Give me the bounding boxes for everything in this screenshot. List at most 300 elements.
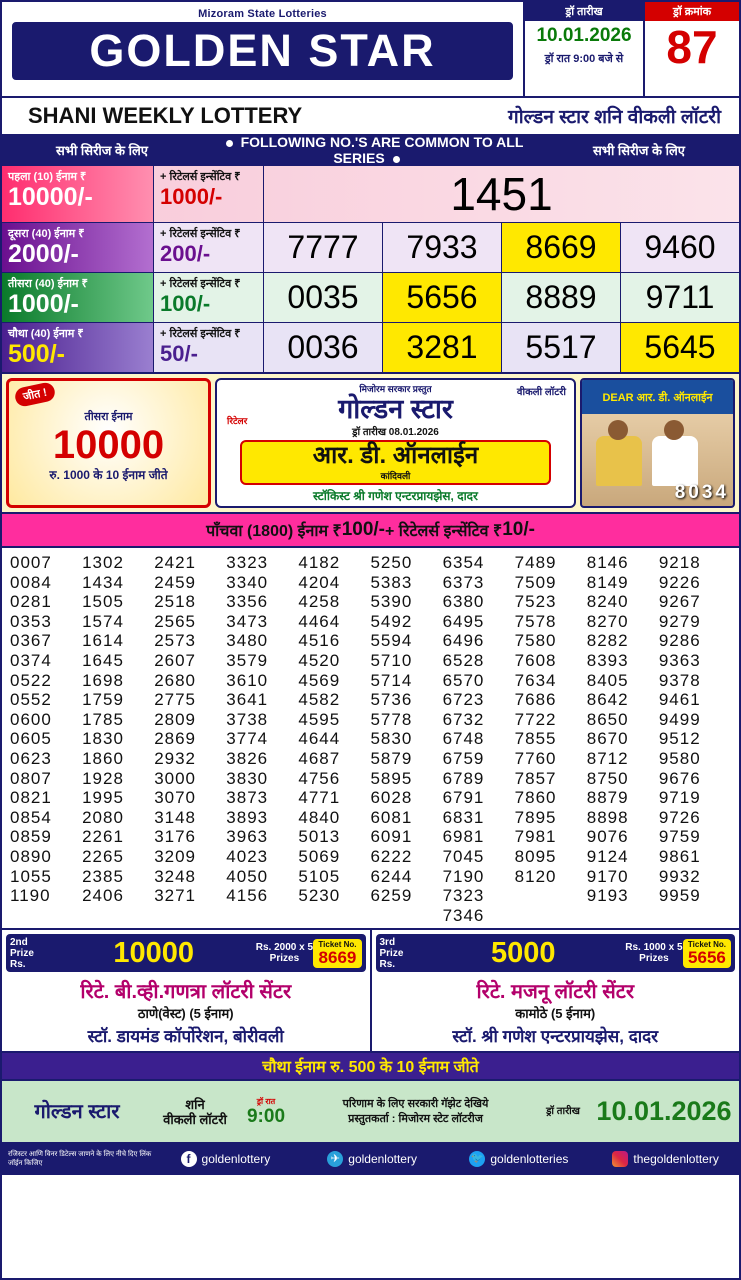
grid-number: 2573 (154, 631, 197, 651)
grid-number: 3610 (226, 670, 269, 690)
grid-number: 2385 (82, 866, 124, 886)
grid-number (298, 906, 370, 926)
grid-number: 1645 (82, 650, 124, 670)
grid-number (659, 906, 731, 926)
grid-number: 8149 (586, 572, 629, 592)
instagram-icon (612, 1151, 628, 1167)
ad-prize-amount: 10000 (52, 423, 165, 467)
incentive-cell (154, 166, 264, 222)
grid-number: 1928 (82, 768, 124, 788)
grid-number: 2775 (154, 690, 197, 710)
grid-number: 9512 (658, 729, 701, 749)
series-note-center-text: FOLLOWING NO.'S ARE COMMON TO ALL SERIES (240, 134, 524, 166)
grid-number: 9378 (658, 670, 701, 690)
grid-number: 5714 (370, 670, 413, 690)
grid-number: 6759 (442, 748, 485, 768)
grid-number: 4516 (298, 631, 341, 651)
grid-number: 7578 (514, 611, 557, 631)
grid-number: 1434 (82, 572, 124, 592)
winner-prize-label: 3rd Prize Rs. (379, 936, 404, 970)
grid-number: 3209 (154, 846, 197, 866)
grid-number: 1055 (10, 866, 52, 886)
winner-location: कामोठे (5 ईनाम) (515, 1006, 596, 1022)
prize-amount: 10000/- (8, 183, 93, 211)
fifth-prize-strip (2, 514, 739, 548)
winning-numbers (264, 223, 739, 272)
grid-number: 3000 (154, 768, 197, 788)
ad-retailer-area: कांदिवली (380, 471, 411, 481)
grid-number: 7523 (514, 592, 557, 612)
winning-numbers (264, 323, 739, 372)
grid-number: 8095 (514, 846, 557, 866)
grid-number: 7580 (514, 631, 557, 651)
grid-number: 4756 (298, 768, 341, 788)
prize-row-first (2, 166, 739, 223)
incentive-label: + रिटेलर्स इन्सेंटिव ₹ (160, 171, 241, 183)
winner-ticket-label: Ticket No. (687, 939, 726, 949)
grid-number: 2518 (154, 592, 197, 612)
grid-number: 6496 (442, 631, 485, 651)
grid-number: 8670 (586, 729, 629, 749)
grid-number: 6723 (442, 690, 485, 710)
grid-number: 1995 (82, 788, 124, 808)
draw-time-value: ड्रॉ रात 9:00 बजे से (544, 53, 624, 65)
grid-number: 0890 (10, 846, 52, 866)
series-note-right (539, 141, 739, 159)
grid-number: 9932 (658, 866, 701, 886)
grid-number: 4050 (226, 866, 269, 886)
grid-number: 9363 (658, 650, 701, 670)
social-handle: thegoldenlottery (633, 1152, 719, 1167)
grid-number: 5105 (298, 866, 341, 886)
incentive-cell (154, 323, 264, 372)
social-handle: goldenlottery (201, 1152, 271, 1167)
telegram-icon: ✈ (327, 1151, 343, 1167)
grid-number: 7634 (514, 670, 557, 690)
grid-number: 8405 (586, 670, 629, 690)
grid-number: 5069 (298, 846, 341, 866)
grid-number: 5383 (370, 572, 413, 592)
grid-number: 6380 (442, 592, 485, 612)
grid-number: 7190 (442, 866, 485, 886)
draw-number-value: 87 (666, 21, 718, 73)
grid-number: 6981 (442, 827, 485, 847)
grid-number: 0552 (10, 690, 52, 710)
grid-number: 9719 (658, 788, 701, 808)
grid-number: 4520 (298, 650, 341, 670)
grid-number: 4582 (298, 690, 341, 710)
grid-number: 1830 (82, 729, 124, 749)
grid-column (515, 553, 587, 925)
grid-number: 6081 (370, 807, 413, 827)
grid-number: 6259 (370, 886, 413, 906)
grid-number: 8642 (586, 690, 629, 710)
grid-number: 6495 (442, 611, 485, 631)
grid-number: 6244 (370, 866, 413, 886)
grid-number: 3323 (226, 553, 269, 572)
grid-number: 8712 (586, 748, 629, 768)
grid-number (515, 906, 587, 926)
winner-box-3rd (372, 930, 740, 1051)
fifth-prize-label: पाँचवा (1800) ईनाम ₹ (206, 523, 342, 540)
grid-number: 9676 (658, 768, 701, 788)
ad-govt-line: मिजोरम सरकार प्रस्तुत (359, 384, 432, 394)
grid-number: 8650 (586, 709, 629, 729)
grid-column (298, 553, 370, 925)
ad-photo (580, 378, 735, 508)
twitter-icon: 🐦 (469, 1151, 485, 1167)
winning-number-highlighted: 8669 (502, 223, 621, 272)
grid-number: 5013 (298, 827, 341, 847)
grid-number: 7981 (514, 827, 557, 847)
winning-number: 7933 (383, 223, 502, 272)
winner-prize-note: Rs. 1000 x 5 Prizes (625, 942, 683, 965)
grid-number: 3340 (226, 572, 269, 592)
grid-number: 5778 (370, 709, 413, 729)
grid-number: 1505 (82, 592, 124, 612)
grid-number: 5594 (370, 631, 413, 651)
grid-column (10, 553, 82, 925)
grid-number: 5250 (370, 553, 413, 572)
prize-label: दूसरा (40) ईनाम ₹ (8, 228, 85, 240)
winning-number: 5517 (502, 323, 621, 372)
winner-prize-note: Rs. 2000 x 5 Prizes (255, 942, 314, 965)
grid-number: 0281 (10, 592, 52, 612)
grid-number: 4182 (298, 553, 341, 572)
prize-amount: 500/- (8, 340, 65, 368)
grid-number: 4687 (298, 748, 341, 768)
grid-number: 9759 (658, 827, 701, 847)
winning-number: 8889 (502, 273, 621, 322)
lottery-name-en: SHANI WEEKLY LOTTERY (28, 103, 303, 128)
grid-number: 2265 (82, 846, 124, 866)
grid-number: 8750 (586, 768, 629, 788)
ad-retailer-name: आर. डी. ऑनलाईन (312, 442, 479, 469)
grid-number: 3271 (154, 886, 197, 906)
footer-brand-text: गोल्डन स्टार (34, 1100, 120, 1123)
grid-number: 4156 (226, 886, 269, 906)
grid-number: 7323 (442, 886, 485, 906)
social-twitter[interactable] (446, 1151, 593, 1167)
winner-ticket (313, 939, 361, 968)
footer-draw-time (238, 1096, 294, 1127)
person-figure (652, 436, 698, 486)
grid-number: 2421 (154, 553, 197, 572)
winning-numbers (264, 273, 739, 322)
grid-number: 9170 (586, 866, 629, 886)
grid-number: 6791 (442, 788, 485, 808)
grid-number: 9193 (586, 886, 629, 906)
grid-number: 0367 (10, 631, 52, 651)
grid-number: 0374 (10, 650, 52, 670)
facebook-icon: f (181, 1151, 197, 1167)
grid-number: 8898 (586, 807, 629, 827)
grid-number: 3579 (226, 650, 269, 670)
grid-number: 2932 (154, 748, 197, 768)
draw-date-label: ड्रॉ तारीख (525, 2, 643, 21)
draw-number-block (643, 2, 739, 96)
grid-number: 1574 (82, 611, 124, 631)
footer-shani: शनि (185, 1096, 205, 1112)
prize-label: चौथा (40) ईनाम ₹ (8, 328, 84, 340)
winner-retailer: रिटे. मजनू लॉटरी सेंटर (476, 981, 635, 1004)
grid-number: 0007 (10, 553, 52, 572)
grid-number: 9461 (658, 690, 701, 710)
person-figure (596, 436, 642, 486)
winner-prize-amount: 10000 (113, 936, 195, 969)
prize-label-cell (2, 323, 154, 372)
grid-number: 9959 (658, 886, 701, 906)
grid-number: 3893 (226, 807, 269, 827)
grid-number: 7686 (514, 690, 557, 710)
grid-number: 1190 (10, 886, 51, 906)
incentive-cell (154, 223, 264, 272)
winner-prize-label: 2nd Prize Rs. (10, 936, 34, 970)
grid-number: 3873 (226, 788, 269, 808)
grid-number: 5736 (370, 690, 413, 710)
winning-numbers (264, 166, 739, 222)
footer-draw-date: 10.01.2026 (596, 1096, 732, 1127)
ad-stockist: स्टॉकिस्ट श्री गणेश एन्टरप्रायझेस, दादर (313, 489, 478, 503)
page-title: GOLDEN STAR (12, 22, 512, 80)
grid-number: 4464 (298, 611, 341, 631)
grid-number: 3480 (226, 631, 269, 651)
ad-brand: गोल्डन स्टार (338, 394, 453, 424)
grid-number: 6831 (442, 807, 485, 827)
grid-number: 9279 (658, 611, 701, 631)
grid-number: 5710 (370, 650, 413, 670)
lottery-name-hi: गोल्डन स्टार शनि वीकली लॉटरी (508, 107, 721, 128)
grid-number: 0522 (10, 670, 52, 690)
grid-number: 3826 (226, 748, 269, 768)
grid-number: 4023 (226, 846, 269, 866)
ad-retailer-card (215, 378, 576, 508)
fifth-prize-number-grid (2, 548, 739, 930)
fifth-incentive-label: + रिटेलर्स इन्सेंटिव ₹ (385, 523, 503, 540)
grid-number: 3738 (226, 709, 269, 729)
grid-number: 1785 (82, 709, 124, 729)
grid-number: 9267 (658, 592, 701, 612)
lottery-name-band (2, 98, 739, 136)
ad-win-badge: जीत ! (13, 381, 56, 408)
prize-label: पहला (10) ईनाम ₹ (8, 171, 87, 183)
grid-number: 0807 (10, 768, 52, 788)
incentive-amount: 200/- (160, 241, 211, 266)
fourth-prize-strip: चौथा ईनाम रु. 500 के 10 ईनाम जीते (2, 1053, 739, 1081)
grid-number: 6091 (370, 827, 413, 847)
prize-row-fourth (2, 323, 739, 372)
grid-column (82, 553, 154, 925)
grid-number: 4569 (298, 670, 341, 690)
winning-number-highlighted: 5645 (621, 323, 739, 372)
winning-number-highlighted: 3281 (383, 323, 502, 372)
grid-number: 4204 (298, 572, 341, 592)
winning-number: 0035 (264, 273, 383, 322)
ad-draw-date: ड्रॉ तारीख 08.01.2026 (352, 427, 439, 438)
prize-row-second (2, 223, 739, 273)
winner-header (6, 934, 366, 972)
grid-number: 9580 (658, 748, 701, 768)
grid-number: 9499 (658, 709, 701, 729)
incentive-cell (154, 273, 264, 322)
grid-number: 7722 (514, 709, 557, 729)
footer-time-label: ड्रॉ रात (256, 1097, 276, 1107)
person-head-icon (608, 420, 628, 440)
grid-number: 2809 (154, 709, 197, 729)
grid-number: 2869 (154, 729, 197, 749)
grid-number: 7860 (514, 788, 557, 808)
incentive-amount: 50/- (160, 341, 198, 366)
incentive-label: + रिटेलर्स इन्सेंटिव ₹ (160, 228, 241, 240)
winning-number: 0036 (264, 323, 383, 372)
grid-number: 8146 (586, 553, 629, 572)
grid-number: 8120 (514, 866, 557, 886)
incentive-amount: 1000/- (160, 184, 223, 209)
winning-number-highlighted: 5656 (383, 273, 502, 322)
grid-number: 2565 (154, 611, 197, 631)
grid-number: 1302 (82, 553, 124, 572)
grid-number: 9218 (658, 553, 701, 572)
grid-number: 3963 (226, 827, 269, 847)
incentive-amount: 100/- (160, 291, 211, 316)
grid-number: 0600 (10, 709, 52, 729)
footer-note-line2: प्रस्तुतकर्ता : मिजोरम स्टेट लॉटरीज (348, 1112, 483, 1125)
grid-number (154, 906, 226, 926)
social-facebook[interactable] (152, 1151, 299, 1167)
grid-number: 9726 (658, 807, 701, 827)
grid-number: 6570 (442, 670, 485, 690)
advertisement-banner (2, 374, 739, 514)
ad-photo-banner: DEAR आर. डी. ऑनलाईन (582, 380, 733, 414)
grid-number: 7045 (442, 846, 485, 866)
grid-column (154, 553, 226, 925)
grid-number: 8270 (586, 611, 629, 631)
grid-number: 1759 (82, 690, 124, 710)
winner-ticket-label: Ticket No. (318, 939, 357, 949)
ad-ticket-number: 8034 (674, 482, 729, 503)
grid-number: 9124 (586, 846, 629, 866)
winning-number: 9711 (645, 279, 715, 315)
grid-number: 9076 (586, 827, 629, 847)
social-telegram[interactable] (299, 1151, 446, 1167)
footer-brand (2, 1101, 152, 1123)
grid-columns (10, 553, 731, 925)
footer-time-value: 9:00 (246, 1106, 286, 1128)
footer-note-line1: परिणाम के लिए सरकारी गॅझेट देखिये (342, 1097, 489, 1110)
grid-number: 7895 (514, 807, 557, 827)
grid-number: 2459 (154, 572, 197, 592)
draw-number-label: ड्रॉ क्रमांक (645, 2, 739, 21)
grid-number: 0821 (10, 788, 52, 808)
grid-number: 5895 (370, 768, 413, 788)
series-note-left (2, 141, 202, 159)
grid-number (10, 906, 82, 926)
grid-number: 2261 (82, 827, 124, 847)
footer-lottery-type (152, 1097, 238, 1127)
grid-number: 1614 (82, 631, 124, 651)
grid-number: 6789 (442, 768, 485, 788)
prize-table (2, 166, 739, 374)
grid-number: 0854 (10, 807, 52, 827)
grid-number: 4840 (298, 807, 341, 827)
prize-amount: 1000/- (8, 290, 79, 318)
fifth-incentive-amount: 10/- (502, 519, 535, 540)
social-instagram[interactable] (592, 1151, 739, 1167)
grid-number: 8393 (586, 650, 629, 670)
person-head-icon (664, 420, 684, 440)
bullet-dot-icon (226, 140, 233, 147)
grid-number: 0605 (10, 729, 52, 749)
grid-number: 3641 (226, 690, 269, 710)
grid-number (82, 906, 154, 926)
social-handle: goldenlotteries (490, 1152, 569, 1167)
series-note-right-text: सभी सिरीज के लिए (593, 143, 685, 158)
winner-ticket-number: 5656 (688, 947, 726, 967)
incentive-label: + रिटेलर्स इन्सेंटिव ₹ (160, 278, 241, 290)
prize-label-cell (2, 273, 154, 322)
grid-number: 5230 (298, 886, 341, 906)
grid-number: 3830 (226, 768, 269, 788)
ad-prize-card (6, 378, 211, 508)
grid-number: 2080 (82, 807, 124, 827)
grid-column (443, 553, 515, 925)
grid-number: 6373 (442, 572, 485, 592)
grid-number: 0859 (10, 827, 52, 847)
grid-number: 1860 (82, 748, 124, 768)
grid-number: 6028 (370, 788, 413, 808)
prize-amount: 2000/- (8, 240, 79, 268)
winner-box-2nd (2, 930, 372, 1051)
grid-number: 6748 (442, 729, 485, 749)
grid-column (226, 553, 298, 925)
grid-number (370, 906, 442, 926)
grid-number: 7509 (514, 572, 557, 592)
winner-stockist: स्टॉ. श्री गणेश एन्टरप्रायझेस, दादर (452, 1027, 659, 1047)
grid-number: 7857 (514, 768, 557, 788)
winner-retailer: रिटे. बी.व्ही.गणत्रा लॉटरी सेंटर (80, 981, 292, 1004)
grid-number: 5830 (370, 729, 413, 749)
grid-number: 8240 (586, 592, 629, 612)
prize-label-cell (2, 166, 154, 222)
grid-number: 7346 (442, 905, 485, 925)
grid-number: 5390 (370, 592, 413, 612)
winner-stockist: स्टॉ. डायमंड कॉर्पोरेशन, बोरीवली (87, 1027, 284, 1047)
winning-number: 9460 (644, 229, 716, 265)
grid-number: 0353 (10, 611, 52, 631)
grid-number (515, 886, 587, 906)
grid-number: 5492 (370, 611, 413, 631)
social-handle: goldenlottery (348, 1152, 417, 1167)
winner-boxes (2, 930, 739, 1053)
winning-number: 7777 (264, 223, 383, 272)
grid-number: 5879 (370, 748, 413, 768)
grid-number (587, 906, 659, 926)
social-bar (2, 1143, 739, 1175)
series-note-left-text: सभी सिरीज के लिए (56, 143, 148, 158)
grid-number: 8282 (586, 631, 629, 651)
winner-location: ठाणे(वेस्ट) (5 ईनाम) (137, 1006, 234, 1022)
grid-number: 2607 (154, 650, 197, 670)
grid-number: 3356 (226, 592, 269, 612)
bullet-dot-icon (393, 156, 400, 163)
grid-number: 4771 (298, 788, 341, 808)
grid-number: 3248 (154, 866, 197, 886)
grid-number: 6732 (442, 709, 485, 729)
winner-header (376, 934, 736, 972)
grid-column (587, 553, 659, 925)
ad-retailer-box (240, 440, 551, 485)
grid-number: 2680 (154, 670, 197, 690)
